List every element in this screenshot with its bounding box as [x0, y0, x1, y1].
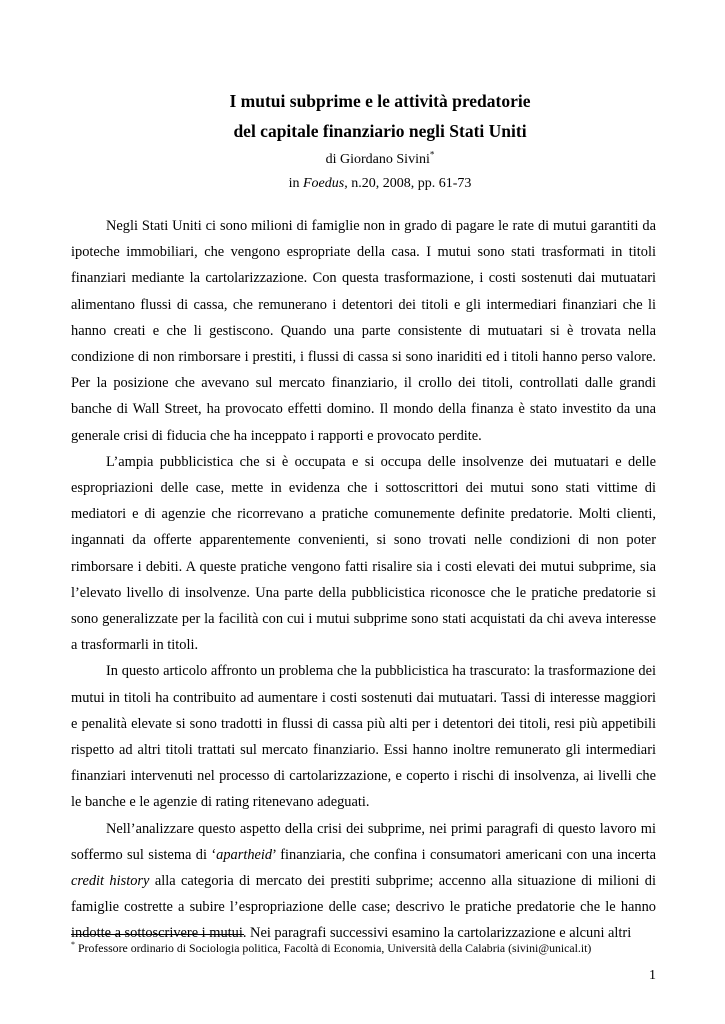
paragraph-1: Negli Stati Uniti ci sono milioni di famiglie non in grado di pagare le rate di mutui garantiti da ipoteche immobiliari, che vengono espropriate della casa. I mutui sono stati trasformati in titoli finanziari mediante la cartolarizzazione. Con questa trasformazione, i costi sostenuti dai mutuatari alimentano flussi di cassa, che remunerano i detentori dei titoli e gli intermediari finanziari che li hanno creati e che li gestiscono. Quando una parte consistente di mutuatari si è trovata nella condizione di non rimborsare i prestiti, i flussi di cassa si sono inariditi ed i titoli hanno perso valore. Per la posizione che avevano sul mercato finanziario, il crollo dei titoli, controllati dalle grandi banche di Wall Street, ha provocato effetti domino. Il mondo della finanza è stato investito da una generale crisi di fiducia che ha inceppato i rapporti e provocato perdite.: [71, 218, 656, 444]
source-prefix: in: [288, 176, 303, 191]
paragraph-4-italic-credit-history: credit history: [71, 873, 150, 890]
title-line-2: del capitale finanziario negli Stati Uniti: [233, 121, 527, 141]
paragraph-4-text-1: Nell’analizzare questo aspetto della crisi dei subprime, nei primi paragrafi di questo lavoro mi soffermo sul sistema di ‘: [71, 820, 656, 863]
footnote: [71, 940, 656, 956]
source-line: [0, 172, 725, 196]
footnote-text: Professore ordinario di Sociologia politica, Facoltà di Economia, Università della Calabria (sivini@unical.it): [75, 941, 592, 955]
title-block: [0, 86, 725, 196]
paragraph-2: L’ampia pubblicistica che si è occupata e si occupa delle insolvenze dei mutuatari e delle espropriazioni delle case, mette in evidenza che i sottoscrittori dei mutui sono stati vittime di mediatori e di agenzie che ricorrevano a pratiche comunemente definite predatorie. Molti clienti, ingannati da offerte apparentemente convenienti, si sono trovati nelle condizioni di non poter rimborsare i debiti. A queste pratiche vengono fatti risalire sia i costi elevati dei mutui subprime, sia l’elevato livello di insolvenze. Una parte della pubblicistica riconosce che le pratiche predatorie si sono generalizzate per la facilità con cui i mutui subprime sono stati acquistati da chi aveva interesse a trasformarli in titoli.: [71, 453, 656, 654]
footnote-marker: *: [71, 940, 75, 950]
author-line: [0, 148, 725, 172]
paragraph-4-italic-apartheid: apartheid: [216, 846, 273, 863]
title-line-1: I mutui subprime e le attività predatorie: [229, 91, 531, 111]
paragraph-4-text-3: alla categoria di mercato dei prestiti subprime; accenno alla situazione di milioni di famiglie costrette a subire l’espropriazione delle case; descrivo le pratiche predatorie che le hanno indotte a sottoscrivere i mutui. Nei paragrafi successivi esamino la cartolarizzazione e alcuni altri: [71, 873, 657, 942]
paragraph-4-text-2: ’ finanziaria, che confina i consumatori americani con una incerta: [272, 846, 657, 863]
paragraph-3: In questo articolo affronto un problema che la pubblicistica ha trascurato: la trasformazione dei mutui in titoli ha contribuito ad aumentare i costi sostenuti dai mutuatari. Tassi di interesse maggiori e penalità elevate si sono tradotti in flussi di cassa più alti per i detentori dei titoli, resi più appetibili rispetto ad altri titoli trattati sul mercato finanziario. Essi hanno inoltre remunerato gli intermediari finanziari intervenuti nel processo di cartolarizzazione, e coperto i rischi di insolvenza, ai livelli che le banche e le agenzie di rating ritenevano adeguati.: [71, 663, 656, 811]
page-number: 1: [649, 968, 656, 983]
author-footnote-marker[interactable]: *: [429, 149, 435, 160]
source-details: , n.20, 2008, pp. 61-73: [344, 176, 472, 191]
footnote-separator: [71, 934, 244, 935]
source-journal: Foedus: [303, 176, 345, 191]
author-name: di Giordano Sivini: [325, 152, 430, 167]
